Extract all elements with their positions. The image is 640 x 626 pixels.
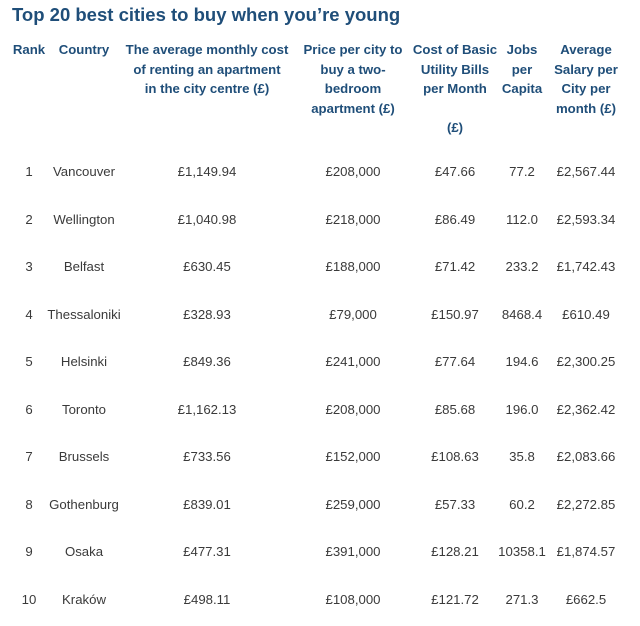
cell-jobs: 112.0	[505, 212, 539, 227]
header-salary-line: month (£)	[555, 100, 617, 116]
header-utility	[410, 40, 500, 138]
cell-country: Osaka	[64, 544, 104, 559]
cell-rent: £839.01	[183, 497, 231, 512]
header-salary-line: Average	[560, 42, 612, 57]
cell-country: Wellington	[53, 212, 115, 227]
header-jobs	[500, 40, 544, 99]
cell-country: Gothenburg	[49, 497, 119, 512]
cell-salary: £2,083.66	[556, 449, 616, 464]
cell-utility: £57.33	[434, 497, 476, 512]
cell-rank: 3	[25, 259, 33, 274]
cell-rank: 10	[21, 592, 37, 607]
header-rank	[9, 40, 49, 60]
header-salary-line: Salary per	[554, 61, 618, 77]
cell-country: Brussels	[58, 449, 110, 464]
cell-utility: £150.97	[431, 307, 479, 322]
cell-rent: £849.36	[183, 354, 231, 369]
cell-rent: £1,149.94	[177, 164, 237, 179]
header-jobs-line: Jobs	[506, 42, 538, 57]
header-jobs-line: per	[511, 61, 533, 77]
cell-price: £391,000	[325, 544, 381, 559]
cell-salary: £2,272.85	[556, 497, 616, 512]
cell-utility: £86.49	[434, 212, 476, 227]
cell-rent: £1,040.98	[177, 212, 237, 227]
cell-rank: 7	[25, 449, 33, 464]
cell-salary: £2,593.34	[556, 212, 616, 227]
header-salary	[551, 40, 621, 118]
header-rent	[119, 40, 295, 99]
cell-country: Helsinki	[60, 354, 108, 369]
header-rent-line: in the city centre (£)	[144, 81, 270, 96]
cell-rank: 6	[25, 402, 33, 417]
cell-jobs: 10358.1	[498, 544, 546, 559]
cell-jobs: 196.0	[505, 402, 539, 417]
cell-price: £79,000	[329, 307, 377, 322]
cell-country: Kraków	[62, 592, 106, 607]
cell-jobs: 194.6	[505, 354, 539, 369]
header-price	[298, 40, 408, 118]
cell-salary: £610.49	[562, 307, 610, 322]
page-title: Top 20 best cities to buy when you’re young	[12, 4, 401, 25]
header-utility-line: per Month	[423, 81, 487, 96]
cell-utility: £108.63	[431, 449, 479, 464]
cell-jobs: 77.2	[509, 164, 535, 179]
cell-jobs: 8468.4	[501, 307, 543, 322]
cell-jobs: 233.2	[505, 259, 539, 274]
header-rank-line: Rank	[12, 42, 46, 57]
cell-utility: £47.66	[434, 164, 476, 179]
cell-rank: 4	[25, 307, 33, 322]
header-country	[49, 40, 119, 60]
cell-utility: £128.21	[431, 544, 479, 559]
header-country-line: Country	[58, 42, 110, 57]
cell-salary: £2,567.44	[556, 164, 616, 179]
cell-price: £241,000	[325, 354, 381, 369]
header-rent-line: The average monthly cost	[125, 42, 289, 57]
cell-jobs: 35.8	[509, 449, 535, 464]
cell-utility: £77.64	[434, 354, 476, 369]
cell-rent: £328.93	[183, 307, 231, 322]
cell-country: Toronto	[62, 402, 106, 417]
cell-rank: 9	[25, 544, 33, 559]
header-utility-line: Utility Bills	[420, 61, 490, 77]
cell-price: £218,000	[325, 212, 381, 227]
cell-rank: 8	[25, 497, 33, 512]
cell-rent: £498.11	[183, 592, 231, 607]
cell-price: £152,000	[325, 449, 381, 464]
cell-country: Belfast	[63, 259, 105, 274]
header-price-line: bedroom	[324, 81, 382, 96]
cell-country: Thessaloniki	[47, 307, 121, 322]
cell-salary: £2,300.25	[556, 354, 616, 369]
cell-price: £208,000	[325, 402, 381, 417]
header-rent-line: of renting an apartment	[133, 61, 281, 77]
cell-salary: £1,874.57	[556, 544, 616, 559]
cell-price: £188,000	[325, 259, 381, 274]
cell-price: £208,000	[325, 164, 381, 179]
cell-rank: 5	[25, 354, 33, 369]
cell-utility: £71.42	[434, 259, 476, 274]
cell-rank: 2	[25, 212, 33, 227]
cell-salary: £662.5	[565, 592, 607, 607]
cell-price: £108,000	[325, 592, 381, 607]
cell-country: Vancouver	[52, 164, 116, 179]
header-price-line: Price per city to	[303, 42, 403, 57]
cell-jobs: 60.2	[509, 497, 535, 512]
cell-rent: £630.45	[183, 259, 231, 274]
cell-jobs: 271.3	[505, 592, 539, 607]
cell-rent: £1,162.13	[177, 402, 237, 417]
header-utility-line	[410, 99, 500, 119]
header-utility-line: Cost of Basic	[412, 42, 498, 57]
header-price-line: buy a two-	[320, 61, 386, 77]
cell-rent: £733.56	[183, 449, 231, 464]
header-utility-line: (£)	[446, 120, 464, 135]
header-salary-line: City per	[561, 81, 611, 96]
cell-price: £259,000	[325, 497, 381, 512]
cell-salary: £1,742.43	[556, 259, 616, 274]
header-price-line: apartment (£)	[311, 100, 395, 116]
cell-rent: £477.31	[183, 544, 231, 559]
cell-utility: £85.68	[434, 402, 476, 417]
header-jobs-line: Capita	[501, 81, 543, 96]
cell-utility: £121.72	[431, 592, 479, 607]
cell-salary: £2,362.42	[556, 402, 616, 417]
cell-rank: 1	[25, 164, 33, 179]
